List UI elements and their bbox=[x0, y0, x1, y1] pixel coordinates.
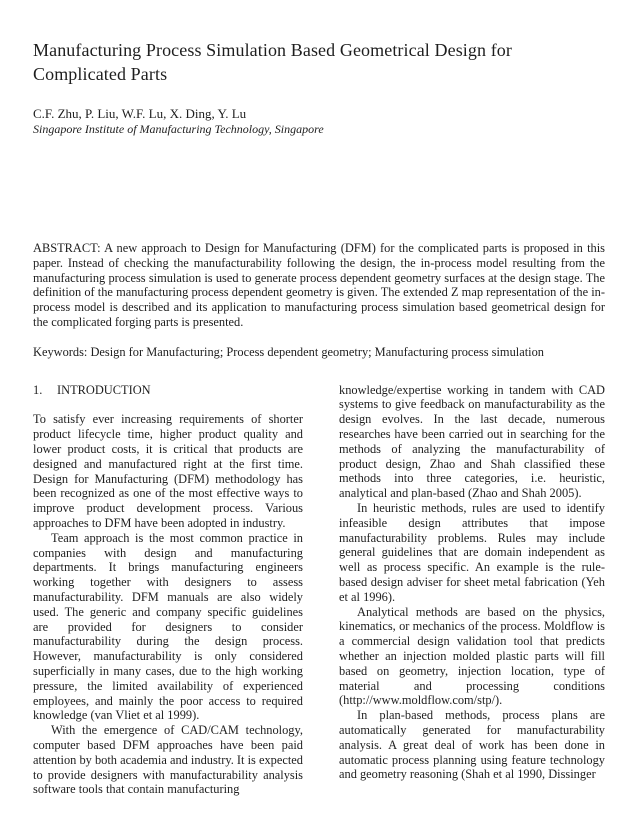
author-list: C.F. Zhu, P. Liu, W.F. Lu, X. Ding, Y. Lu bbox=[33, 106, 247, 121]
right-column-paragraph: In plan-based methods, process plans are automatically generated for manufacturability analysis. A great deal of work has been done in automatic process planning using feature technology and geometry reasoning (Shah et al 1990, Dissinger bbox=[339, 708, 605, 782]
abstract-paragraph: ABSTRACT: A new approach to Design for Manufacturing (DFM) for the complicated parts is proposed in this paper. Instead of checking the manufacturability following the design, the in-process model resulting from the manufacturing process simulation is used to generate process dependent geometry surfaces at the design stage. The definition of the manufacturing process dependent geometry is given. The extended Z map representation of the in-process model is described and its application to manufacturing process simulation based geometrical design for the complicated forging parts is presented. bbox=[33, 241, 605, 329]
section-heading-introduction bbox=[33, 383, 303, 398]
author-affiliation: Singapore Institute of Manufacturing Technology, Singapore bbox=[33, 122, 324, 136]
right-column bbox=[339, 383, 605, 798]
left-column-paragraph: To satisfy ever increasing requirements of shorter product lifecycle time, higher product quality and lower product costs, it is critical that products are designed and manufactured right at the first time. Design for Manufacturing (DFM) methodology has been recognized as one of the most effective ways to improve product development process. Various approaches to DFM have been adopted in industry. bbox=[33, 412, 303, 530]
two-column-body bbox=[33, 383, 605, 798]
left-column-paragraph: Team approach is the most common practice in companies with design and manufacturing departments. It brings manufacturing engineers working together with designers to assess manufacturability. DFM manuals are also widely used. The generic and company specific guidelines are provided for designers to consider manufacturability during the design process. However, manufacturability is only considered superficially in many cases, due to the high working pressure, the limited availability of experienced employees, and mainly the poor access to required knowledge (van Vliet et al 1999). bbox=[33, 530, 303, 723]
right-column-paragraph: In heuristic methods, rules are used to identify infeasible design attributes that impose manufacturability problems. Rules may include general guidelines that are domain independent as well as process specific. An example is the rule-based design adviser for sheet metal fabrication (Yeh et al 1996). bbox=[339, 500, 605, 604]
section-title: INTRODUCTION bbox=[57, 382, 151, 397]
keywords-line: Keywords: Design for Manufacturing; Process dependent geometry; Manufacturing process simulation bbox=[33, 344, 544, 359]
right-column-paragraph: Analytical methods are based on the physics, kinematics, or mechanics of the process. Moldflow is a commercial design validation tool that predicts whether an injection molded plastic parts will fill based on geometry, injection location, type of material and processing conditions (http://www.moldflow.com/stp/). bbox=[339, 604, 605, 708]
left-column-paragraph: With the emergence of CAD/CAM technology, computer based DFM approaches have been paid attention by both academia and industry. It is expected to provide designers with manufacturability analysis software tools that contain manufacturing bbox=[33, 723, 303, 797]
left-column bbox=[33, 383, 303, 798]
right-column-paragraph: knowledge/expertise working in tandem with CAD systems to give feedback on manufacturability as the design evolves. In the last decade, numerous researches have been carried out in searching for the methods of analyzing the manufacturability of product design, Zhao and Shah classified these methods into three categories, i.e. heuristic, analytical and plan-based (Zhao and Shah 2005). bbox=[339, 382, 605, 501]
section-number: 1. bbox=[33, 382, 43, 397]
paper-title: Manufacturing Process Simulation Based Geometrical Design for Complicated Parts bbox=[33, 40, 512, 84]
